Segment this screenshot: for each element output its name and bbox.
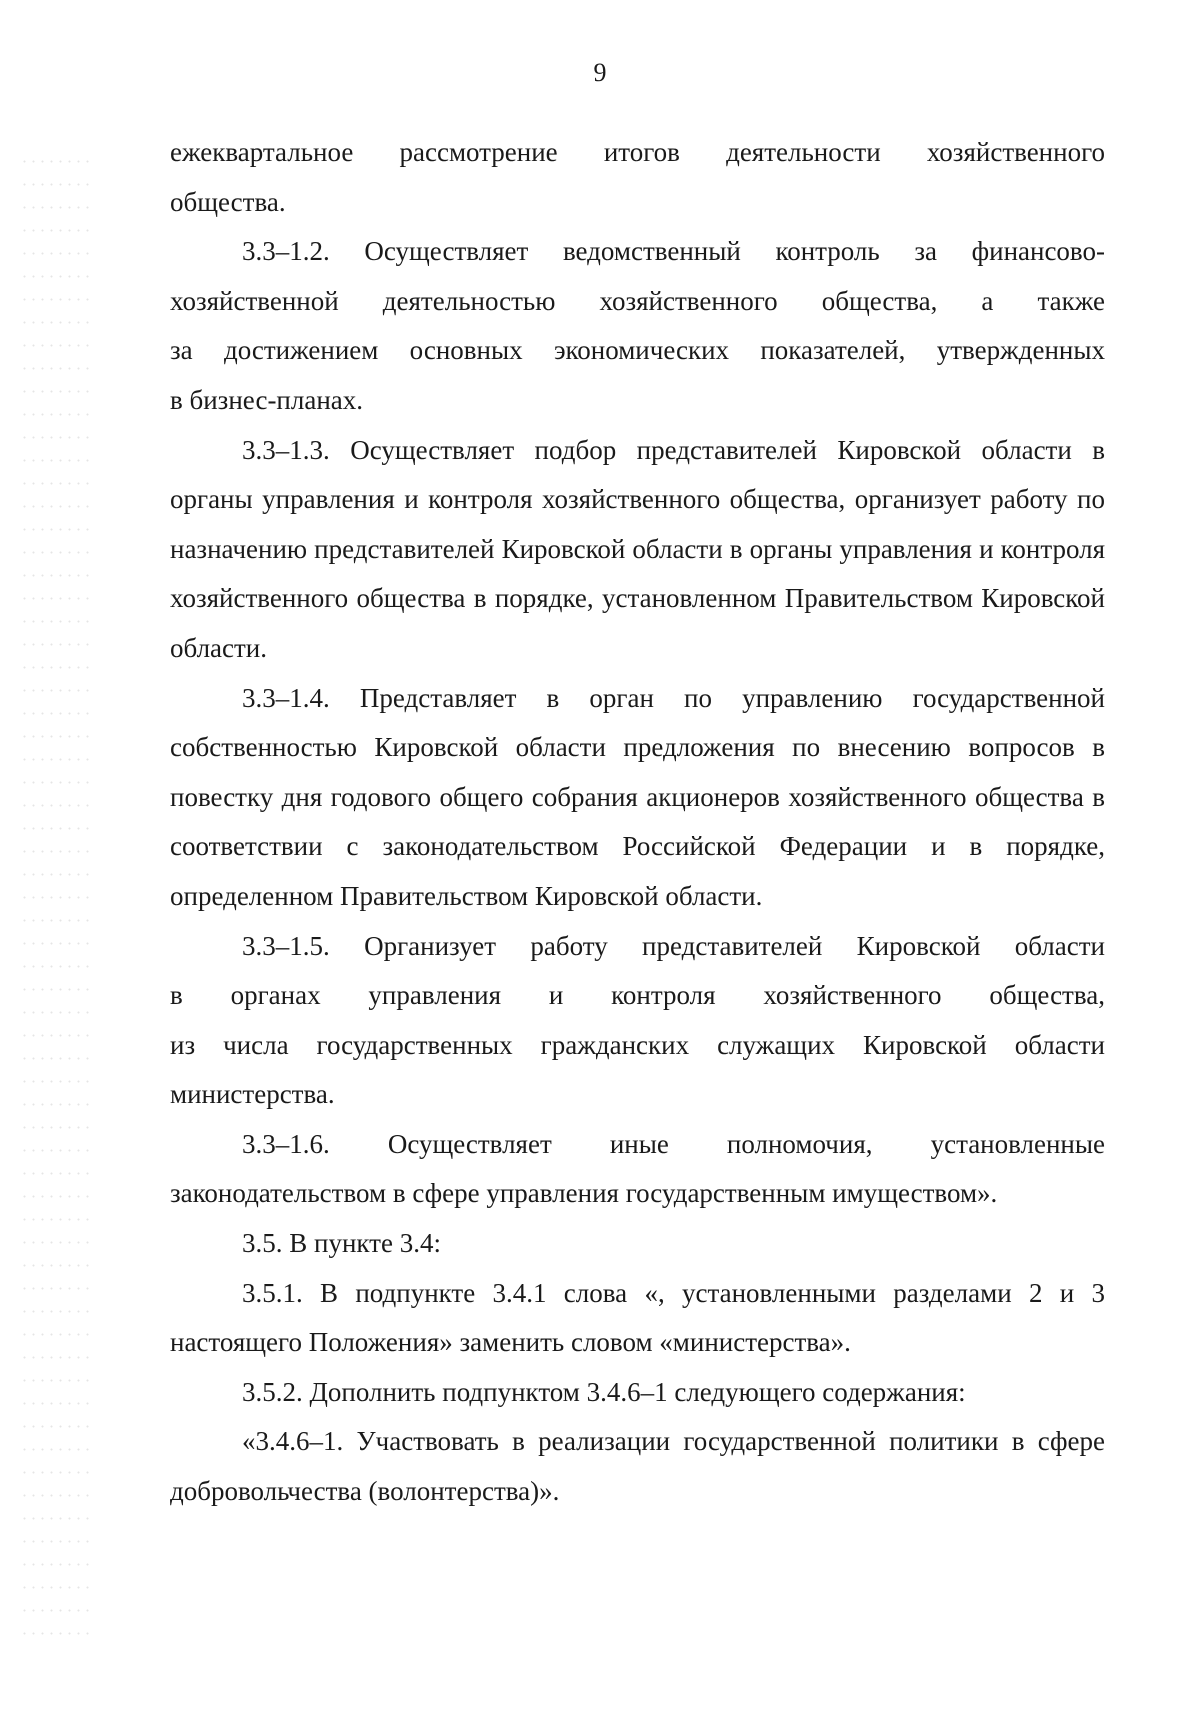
document-body: [170, 128, 1105, 1517]
paragraph-line: общества.: [170, 186, 286, 217]
paragraph-1: [170, 227, 1105, 425]
paragraph-line: 3.3–1.6. Осуществляет иные полномочия, установленные: [242, 1128, 1105, 1159]
paragraph-line: за достижением основных экономических показателей, утвержденных: [170, 335, 1105, 366]
paragraph-line: ежеквартальное рассмотрение итогов деятельности хозяйственного: [170, 137, 1105, 167]
paragraph-line: из числа государственных гражданских служащих Кировской области: [170, 1029, 1105, 1060]
paragraph-line: министерства.: [170, 1079, 335, 1110]
page-number: 9: [593, 58, 607, 87]
paragraph-7: 3.5.1. В подпункте 3.4.1 слова «, установленными разделами 2 и 3 настоящего Положения» заменить словом «министерства».: [170, 1277, 1105, 1358]
paragraph-6: 3.5. В пункте 3.4:: [242, 1228, 441, 1259]
paragraph-line: законодательством в сфере управления государственным имуществом».: [170, 1178, 998, 1209]
paragraph-5: [170, 1120, 1105, 1219]
paragraph-8: 3.5.2. Дополнить подпунктом 3.4.6–1 следующего содержания:: [242, 1376, 966, 1407]
paragraph-2: 3.3–1.3. Осуществляет подбор представителей Кировской области в органы управления и контроля хозяйственного общества, организует работу по назначению представителей Кировской области в органы управления и контроля хозяйственного общества в порядке, установленном Правительством Кировской области.: [170, 434, 1105, 663]
paragraph-line: в органах управления и контроля хозяйственного общества,: [170, 980, 1105, 1011]
paragraph-line: 3.3–1.2. Осуществляет ведомственный контроль за финансово-: [242, 236, 1105, 267]
paragraph-line: хозяйственной деятельностью хозяйственного общества, а также: [170, 285, 1105, 316]
paragraph-line: 3.3–1.5. Организует работу представителей Кировской области: [242, 930, 1105, 961]
scan-artifact: [20, 150, 90, 1650]
paragraph-4: [170, 922, 1105, 1120]
paragraph-9: «3.4.6–1. Участвовать в реализации государственной политики в сфере добровольчества (волонтерства)».: [170, 1426, 1105, 1507]
paragraph-0: [170, 128, 1105, 227]
paragraph-3: 3.3–1.4. Представляет в орган по управлению государственной собственностью Кировской области предложения по внесению вопросов в повестку дня годового общего собрания акционеров хозяйственного общества в соответствии с законодательством Российской Федерации и в порядке, определенном Правительством Кировской области.: [170, 682, 1105, 911]
paragraph-line: в бизнес-планах.: [170, 384, 364, 415]
